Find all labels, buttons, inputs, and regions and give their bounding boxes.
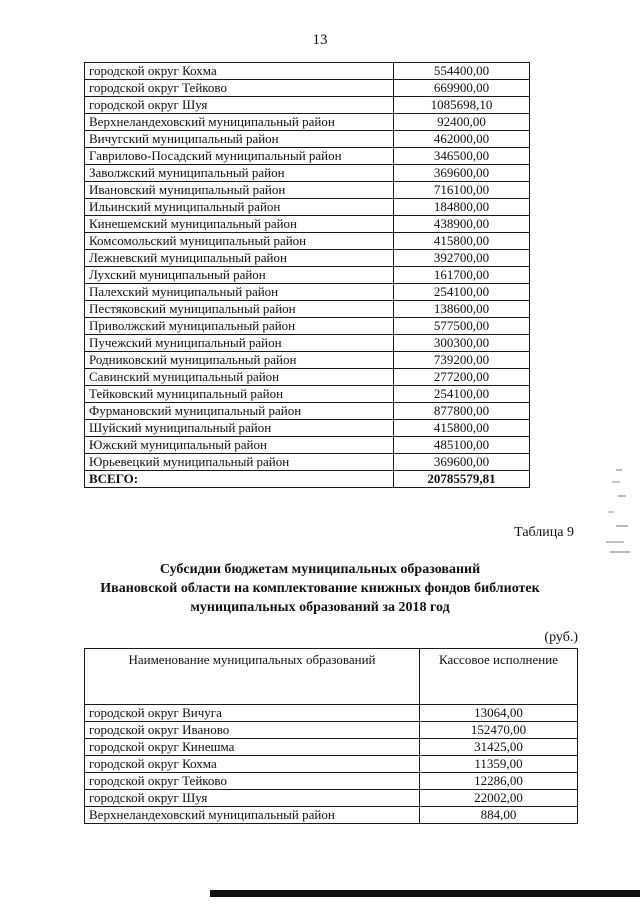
table-row — [85, 114, 530, 131]
page-number: 13 — [312, 32, 328, 48]
municipality-name: Приволжский муниципальный район — [85, 318, 394, 335]
amount-value: 300300,00 — [394, 335, 530, 352]
table-row — [85, 705, 578, 722]
amount-value: 884,00 — [420, 807, 578, 824]
scan-edge-bar — [210, 890, 640, 897]
amount-value: 369600,00 — [394, 165, 530, 182]
amount-value: 369600,00 — [394, 454, 530, 471]
municipality-name: Палехский муниципальный район — [85, 284, 394, 301]
currency-unit: (руб.) — [544, 630, 578, 645]
amount-value: 716100,00 — [394, 182, 530, 199]
amount-value: 22002,00 — [420, 790, 578, 807]
table-row — [85, 199, 530, 216]
amount-value: 20785579,81 — [394, 471, 530, 488]
amount-value: 877800,00 — [394, 403, 530, 420]
table-row — [85, 471, 530, 488]
amount-value: 12286,00 — [420, 773, 578, 790]
amount-value: 161700,00 — [394, 267, 530, 284]
amount-value: 415800,00 — [394, 233, 530, 250]
municipality-name: Комсомольский муниципальный район — [85, 233, 394, 250]
table-caption: Таблица 9 — [514, 525, 574, 540]
amount-value: 254100,00 — [394, 386, 530, 403]
amount-value: 577500,00 — [394, 318, 530, 335]
library-subsidy-table-body — [85, 705, 578, 824]
municipality-name: городской округ Кинешма — [85, 739, 420, 756]
municipality-name: Лежневский муниципальный район — [85, 250, 394, 267]
municipality-name: Верхнеландеховский муниципальный район — [85, 114, 394, 131]
amount-value: 13064,00 — [420, 705, 578, 722]
heading-line-3: муниципальных образований за 2018 год — [190, 600, 450, 615]
amount-value: 415800,00 — [394, 420, 530, 437]
municipality-name: Пучежский муниципальный район — [85, 335, 394, 352]
table-row — [85, 301, 530, 318]
amount-value: 346500,00 — [394, 148, 530, 165]
table-row — [85, 267, 530, 284]
table-heading — [0, 560, 640, 617]
header-value: Кассовое исполнение — [420, 649, 578, 705]
municipality-name: городской округ Тейково — [85, 773, 420, 790]
table-row — [85, 437, 530, 454]
municipality-name: Родниковский муниципальный район — [85, 352, 394, 369]
amount-value: 739200,00 — [394, 352, 530, 369]
municipality-name: Южский муниципальный район — [85, 437, 394, 454]
municipality-name: Пестяковский муниципальный район — [85, 301, 394, 318]
municipality-name: городской округ Кохма — [85, 63, 394, 80]
municipality-name: городской округ Кохма — [85, 756, 420, 773]
subsidy-table-continued — [84, 62, 530, 488]
table-row — [85, 454, 530, 471]
table-row — [85, 352, 530, 369]
subsidy-table-body — [85, 63, 530, 488]
municipality-name: Верхнеландеховский муниципальный район — [85, 807, 420, 824]
table-row — [85, 131, 530, 148]
amount-value: 554400,00 — [394, 63, 530, 80]
table-row — [85, 335, 530, 352]
municipality-name: городской округ Шуя — [85, 97, 394, 114]
table-row — [85, 739, 578, 756]
amount-value: 485100,00 — [394, 437, 530, 454]
amount-value: 11359,00 — [420, 756, 578, 773]
amount-value: 138600,00 — [394, 301, 530, 318]
table-row — [85, 165, 530, 182]
municipality-name: Кинешемский муниципальный район — [85, 216, 394, 233]
heading-line-1: Субсидии бюджетам муниципальных образований — [159, 562, 481, 577]
amount-value: 392700,00 — [394, 250, 530, 267]
scan-noise-marks — [602, 468, 632, 558]
municipality-name: городской округ Иваново — [85, 722, 420, 739]
library-subsidy-table — [84, 648, 578, 824]
amount-value: 462000,00 — [394, 131, 530, 148]
municipality-name: городской округ Тейково — [85, 80, 394, 97]
amount-value: 438900,00 — [394, 216, 530, 233]
amount-value: 277200,00 — [394, 369, 530, 386]
table-row — [85, 216, 530, 233]
amount-value: 152470,00 — [420, 722, 578, 739]
table-row — [85, 80, 530, 97]
heading-line-2: Ивановской области на комплектование книжных фондов библиотек — [100, 581, 540, 596]
table-row — [85, 420, 530, 437]
header-row — [85, 649, 578, 705]
table-row — [85, 63, 530, 80]
table-row — [85, 148, 530, 165]
library-subsidy-table-head — [85, 649, 578, 705]
table-row — [85, 807, 578, 824]
municipality-name: Шуйский муниципальный район — [85, 420, 394, 437]
municipality-name: Заволжский муниципальный район — [85, 165, 394, 182]
amount-value: 254100,00 — [394, 284, 530, 301]
header-name: Наименование муниципальных образований — [85, 649, 420, 705]
table-row — [85, 403, 530, 420]
table-row — [85, 773, 578, 790]
table-row — [85, 722, 578, 739]
municipality-name: Вичугский муниципальный район — [85, 131, 394, 148]
table-row — [85, 182, 530, 199]
table-row — [85, 250, 530, 267]
table-row — [85, 790, 578, 807]
table-row — [85, 369, 530, 386]
amount-value: 31425,00 — [420, 739, 578, 756]
municipality-name: Фурмановский муниципальный район — [85, 403, 394, 420]
municipality-name: Тейковский муниципальный район — [85, 386, 394, 403]
amount-value: 184800,00 — [394, 199, 530, 216]
municipality-name: Савинский муниципальный район — [85, 369, 394, 386]
table-row — [85, 97, 530, 114]
municipality-name: городской округ Шуя — [85, 790, 420, 807]
municipality-name: Ильинский муниципальный район — [85, 199, 394, 216]
municipality-name: Юрьевецкий муниципальный район — [85, 454, 394, 471]
municipality-name: Гаврилово-Посадский муниципальный район — [85, 148, 394, 165]
amount-value: 669900,00 — [394, 80, 530, 97]
table-row — [85, 756, 578, 773]
table-row — [85, 233, 530, 250]
table-row — [85, 386, 530, 403]
municipality-name: ВСЕГО: — [85, 471, 394, 488]
municipality-name: Ивановский муниципальный район — [85, 182, 394, 199]
municipality-name: городской округ Вичуга — [85, 705, 420, 722]
municipality-name: Лухский муниципальный район — [85, 267, 394, 284]
amount-value: 1085698,10 — [394, 97, 530, 114]
table-row — [85, 284, 530, 301]
amount-value: 92400,00 — [394, 114, 530, 131]
table-row — [85, 318, 530, 335]
